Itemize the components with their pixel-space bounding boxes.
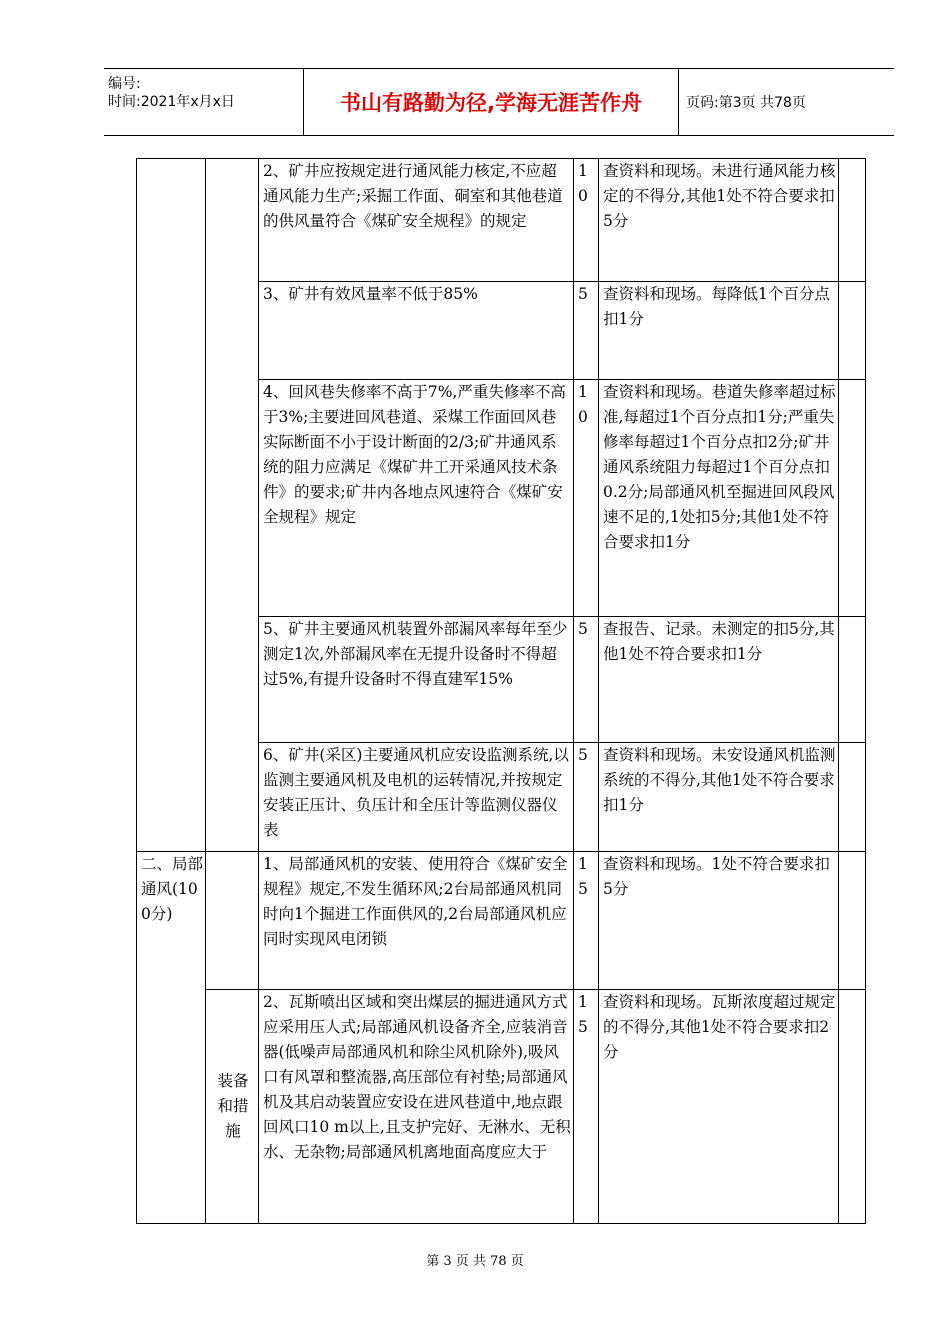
table-row — [137, 852, 866, 990]
table-row — [137, 159, 866, 282]
deduction-cell — [839, 380, 866, 617]
method-cell: 查报告、记录。未测定的扣5分,其他1处不符合要求扣1分 — [599, 617, 839, 743]
method-cell: 查资料和现场。1处不符合要求扣5分 — [599, 852, 839, 990]
document-time-label: 时间:2021年x月x日 — [108, 94, 235, 110]
subcategory-cell: 装备和措施 — [206, 990, 259, 1224]
scoring-table — [136, 158, 866, 1224]
method-cell: 查资料和现场。每降低1个百分点扣1分 — [599, 282, 839, 380]
header-page-label: 页码:第3页 共78页 — [686, 95, 806, 111]
header-divider — [678, 69, 679, 135]
deduction-cell — [839, 159, 866, 282]
item-cell: 2、矿井应按规定进行通风能力核定,不应超通风能力生产;采掘工作面、硐室和其他巷道的供风量符合《煤矿安全规程》的规定 — [259, 159, 574, 282]
header-meta — [104, 69, 302, 135]
category-cell — [137, 159, 206, 852]
item-cell: 6、矿井(采区)主要通风机应安设监测系统,以监测主要通风机及电机的运转情况,并按规定安装正压计、负压计和全压计等监测仪器仪表 — [259, 743, 574, 852]
score-cell: 5 — [574, 743, 599, 852]
score-cell: 5 — [574, 617, 599, 743]
score-cell: 15 — [574, 990, 599, 1224]
score-cell: 5 — [574, 282, 599, 380]
deduction-cell — [839, 852, 866, 990]
item-cell: 1、局部通风机的安装、使用符合《煤矿安全规程》规定,不发生循环风;2台局部通风机同时向1个掘进工作面供风的,2台局部通风机应同时实现风电闭锁 — [259, 852, 574, 990]
subcategory-cell — [206, 852, 259, 990]
deduction-cell — [839, 990, 866, 1224]
deduction-cell — [839, 743, 866, 852]
item-cell: 4、回风巷失修率不高于7%,严重失修率不高于3%;主要进回风巷道、采煤工作面回风巷实际断面不小于设计断面的2/3;矿井通风系统的阻力应满足《煤矿井工开采通风技术条件》的要求;矿井内各地点风速符合《煤矿安全规程》规定 — [259, 380, 574, 617]
page-footer: 第 3 页 共 78 页 — [426, 1254, 524, 1269]
item-cell: 3、矿井有效风量率不低于85% — [259, 282, 574, 380]
deduction-cell — [839, 617, 866, 743]
page-header — [104, 68, 894, 136]
method-cell: 查资料和现场。未安设通风机监测系统的不得分,其他1处不符合要求扣1分 — [599, 743, 839, 852]
method-cell: 查资料和现场。巷道失修率超过标准,每超过1个百分点扣1分;严重失修率每超过1个百分点扣2分;矿井通风系统阻力每超过1个百分点扣0.2分;局部通风机至掘进回风段风速不足的,1处扣5分;其他1处不符合要求扣1分 — [599, 380, 839, 617]
section-title-cell: 二、局部通风(100分) — [137, 852, 206, 1224]
method-cell: 查资料和现场。未进行通风能力核定的不得分,其他1处不符合要求扣5分 — [599, 159, 839, 282]
subcategory-cell — [206, 159, 259, 852]
score-cell: 15 — [574, 852, 599, 990]
method-cell: 查资料和现场。瓦斯浓度超过规定的不得分,其他1处不符合要求扣2分 — [599, 990, 839, 1224]
deduction-cell — [839, 282, 866, 380]
score-cell: 10 — [574, 380, 599, 617]
item-cell: 5、矿井主要通风机装置外部漏风率每年至少测定1次,外部漏风率在无提升设备时不得超过5%,有提升设备时不得直建军15% — [259, 617, 574, 743]
item-cell: 2、瓦斯喷出区域和突出煤层的掘进通风方式应采用压人式;局部通风机设备齐全,应装消音器(低噪声局部通风机和除尘风机除外),吸风口有风罩和整流器,高压部位有衬垫;局部通风机及其启动装置应安设在进风巷道中,地点跟回风口10 m以上,且支护完好、无淋水、无积水、无杂物;局部通风机离地面高度应大于 — [259, 990, 574, 1224]
document-number-label: 编号: — [108, 76, 141, 92]
score-cell: 10 — [574, 159, 599, 282]
header-motto: 书山有路勤为径,学海无涯苦作舟 — [340, 91, 642, 115]
table-row — [137, 990, 866, 1224]
